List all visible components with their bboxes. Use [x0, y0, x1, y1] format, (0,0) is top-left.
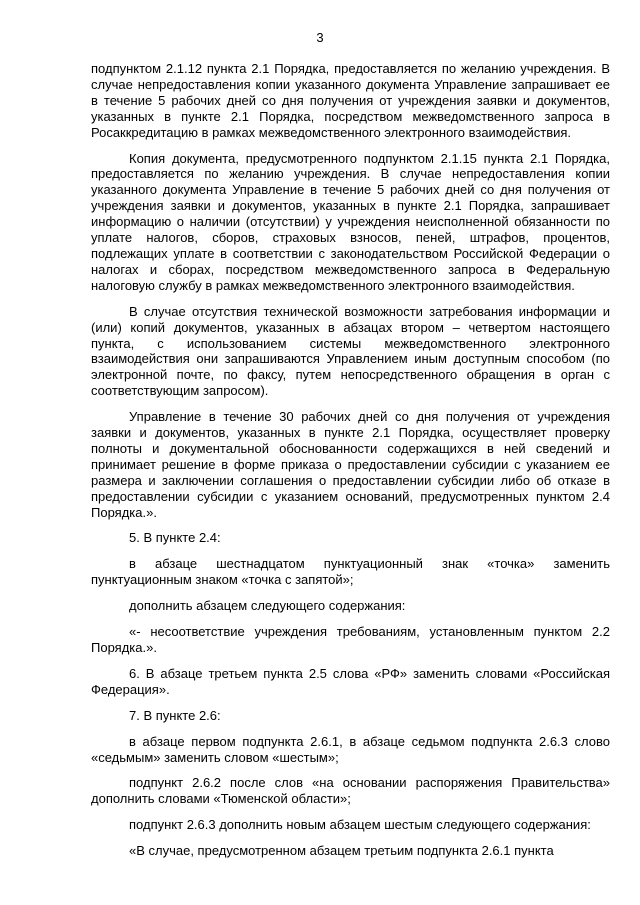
- paragraph-item-7: 7. В пункте 2.6:: [129, 707, 221, 723]
- paragraph-item-5-punctuation: в абзаце шестнадцатом пунктуационный знак «точка» заменить пунктуационным знаком «точка с запятой»;: [91, 556, 610, 588]
- page-number: 3: [316, 30, 324, 45]
- paragraph-item-5-add-abzac: дополнить абзацем следующего содержания:: [129, 598, 406, 614]
- paragraph-accreditation-copy: подпунктом 2.1.12 пункта 2.1 Порядка, предоставляется по желанию учреждения. В случае непредоставления копии указанного документа Управление запрашивает ее в течение 5 рабочих дней со дня получения от учреждения заявки и документов, указанных в пункте 2.1 Порядка, посредством межведомственного запроса в Росаккредитацию в рамках межведомственного электронного взаимодействия.: [91, 61, 610, 140]
- paragraph-no-technical-possibility: В случае отсутствия технической возможности затребования информации и (или) копий документов, указанных в абзацах втором – четвертом настоящего пункта, с использованием системы межведомственного электронного взаимодействия они запрашиваются Управлением иным доступным способом (по электронной почте, по факсу, путем непосредственного обращения в орган с соответствующим запросом).: [91, 303, 610, 399]
- paragraph-item-7-quote-start: «В случае, предусмотренном абзацем третьим подпункта 2.6.1 пункта: [129, 843, 554, 859]
- paragraph-item-7-replace-word: в абзаце первом подпункта 2.6.1, в абзаце седьмом подпункта 2.6.3 слово «седьмым» заменить словом «шестым»;: [91, 733, 610, 765]
- paragraph-item-5: 5. В пункте 2.4:: [129, 530, 221, 546]
- paragraph-tax-document-copy: Копия документа, предусмотренного подпунктом 2.1.15 пункта 2.1 Порядка, предоставляется по желанию учреждения. В случае непредоставления копии указанного документа Управление в течение 5 рабочих дней со дня получения от учреждения заявки и документов, указанных в пункте 2.1 Порядка, запрашивает информацию о наличии (отсутствии) у учреждения неисполненной обязанности по уплате налогов, сборов, страховых взносов, пеней, штрафов, процентов, подлежащих уплате в соответствии с законодательством Российской Федерации о налогах и сборах, посредством межведомственного запроса в Федеральную налоговую службу в рамках межведомственного электронного взаимодействия.: [91, 150, 610, 293]
- paragraph-item-5-quote: «- несоответствие учреждения требованиям, установленным пунктом 2.2 Порядка.».: [91, 624, 610, 655]
- paragraph-review-period: Управление в течение 30 рабочих дней со дня получения от учреждения заявки и документов, указанных в пункте 2.1 Порядка, осуществляет проверку полноты и документальной обоснованности содержащихся в ней сведений и принимает решение в форме приказа о предоставлении субсидии с указанием ее размера и заключении соглашения о предоставлении субсидии либо об отказе в предоставлении субсидии с указанием оснований, предусмотренных пунктом 2.4 Порядка.».: [91, 409, 610, 520]
- paragraph-item-7-add-words: подпункт 2.6.2 после слов «на основании распоряжения Правительства» дополнить словами «Тюменской области»;: [91, 775, 610, 807]
- paragraph-item-7-new-abzac: подпункт 2.6.3 дополнить новым абзацем шестым следующего содержания:: [129, 817, 591, 833]
- document-body: [91, 61, 610, 859]
- paragraph-item-6: 6. В абзаце третьем пункта 2.5 слова «РФ» заменить словами «Российская Федерация».: [91, 665, 610, 697]
